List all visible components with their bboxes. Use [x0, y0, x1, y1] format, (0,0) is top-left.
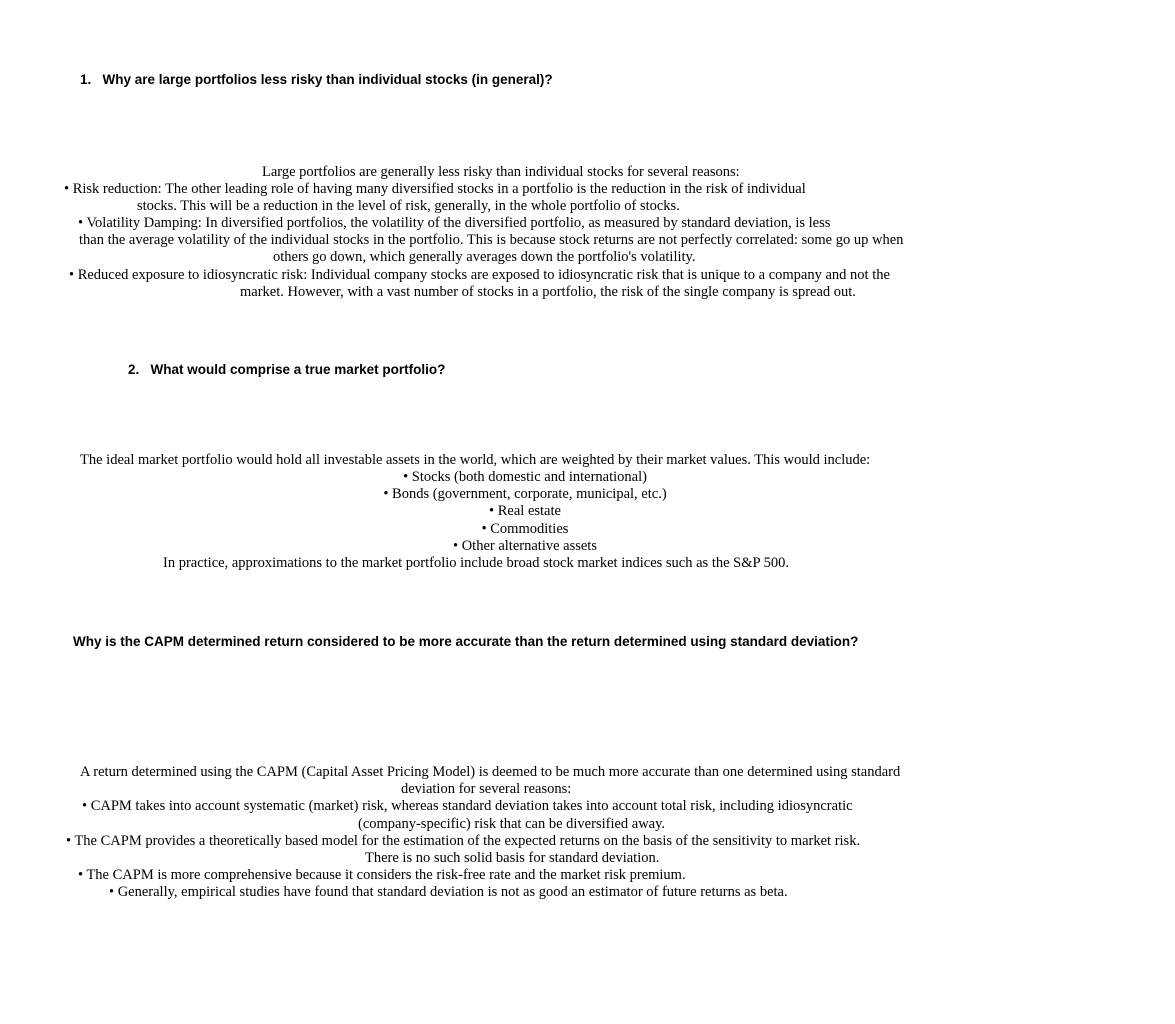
answer-2-bullet-stocks: • Stocks (both domestic and international): [403, 469, 647, 485]
answer-1-bullet-volatility: • Volatility Damping: In diversified portfolios, the volatility of the diversified portfolio, as measured by standard deviation, is less: [78, 215, 831, 231]
answer-1-bullet-volatility-cont: than the average volatility of the individual stocks in the portfolio. This is because stock returns are not perfectly correlated: some go up when: [79, 232, 904, 248]
answer-3-bullet-theory-cont: There is no such solid basis for standard deviation.: [365, 850, 660, 866]
question-2-text: What would comprise a true market portfolio?: [150, 362, 446, 377]
question-1-number: 1.: [80, 72, 92, 87]
answer-3-bullet-systematic-risk-cont: (company-specific) risk that can be diversified away.: [358, 816, 666, 832]
question-1-text: Why are large portfolios less risky than individual stocks (in general)?: [102, 72, 553, 87]
answer-3-bullet-systematic-risk: • CAPM takes into account systematic (market) risk, whereas standard deviation takes into account total risk, including idiosyncratic: [82, 798, 853, 814]
answer-2-intro: The ideal market portfolio would hold all investable assets in the world, which are weighted by their market values. This would include:: [80, 452, 871, 468]
answer-1-bullet-volatility-cont2: others go down, which generally averages down the portfolio's volatility.: [273, 249, 696, 265]
answer-2-bullet-real-estate: • Real estate: [489, 503, 561, 519]
answer-3-intro: A return determined using the CAPM (Capital Asset Pricing Model) is deemed to be much more accurate than one determined using standard: [80, 764, 901, 780]
question-3-heading: Why is the CAPM determined return considered to be more accurate than the return determined using standard deviation?: [73, 634, 859, 649]
answer-3-bullet-empirical: • Generally, empirical studies have found that standard deviation is not as good an estimator of future returns as beta.: [109, 884, 788, 900]
answer-3-intro-cont: deviation for several reasons:: [401, 781, 572, 797]
answer-2-bullet-alternatives: • Other alternative assets: [453, 538, 597, 554]
answer-2-bullet-commodities: • Commodities: [481, 521, 569, 537]
answer-3-bullet-comprehensive: • The CAPM is more comprehensive because it considers the risk-free rate and the market risk premium.: [78, 867, 686, 883]
answer-3-bullet-theory: • The CAPM provides a theoretically based model for the estimation of the expected returns on the basis of the sensitivity to market risk.: [66, 833, 861, 849]
answer-1-bullet-risk-reduction-cont: stocks. This will be a reduction in the level of risk, generally, in the whole portfolio of stocks.: [137, 198, 680, 214]
answer-1-bullet-idiosyncratic: • Reduced exposure to idiosyncratic risk: Individual company stocks are exposed to idiosyncratic risk that is unique to a company and not the: [69, 267, 890, 283]
question-2-number: 2.: [128, 362, 140, 377]
answer-1-bullet-idiosyncratic-cont: market. However, with a vast number of stocks in a portfolio, the risk of the single company is spread out.: [240, 284, 856, 300]
question-1-heading: [80, 72, 553, 88]
answer-1-intro: Large portfolios are generally less risky than individual stocks for several reasons:: [262, 164, 740, 180]
answer-2-practice-note: In practice, approximations to the market portfolio include broad stock market indices such as the S&P 500.: [163, 555, 790, 571]
answer-2-bullet-bonds: • Bonds (government, corporate, municipal, etc.): [383, 486, 667, 502]
answer-1-bullet-risk-reduction: • Risk reduction: The other leading role of having many diversified stocks in a portfolio is the reduction in the risk of individual: [64, 181, 806, 197]
question-2-heading: [128, 362, 445, 378]
